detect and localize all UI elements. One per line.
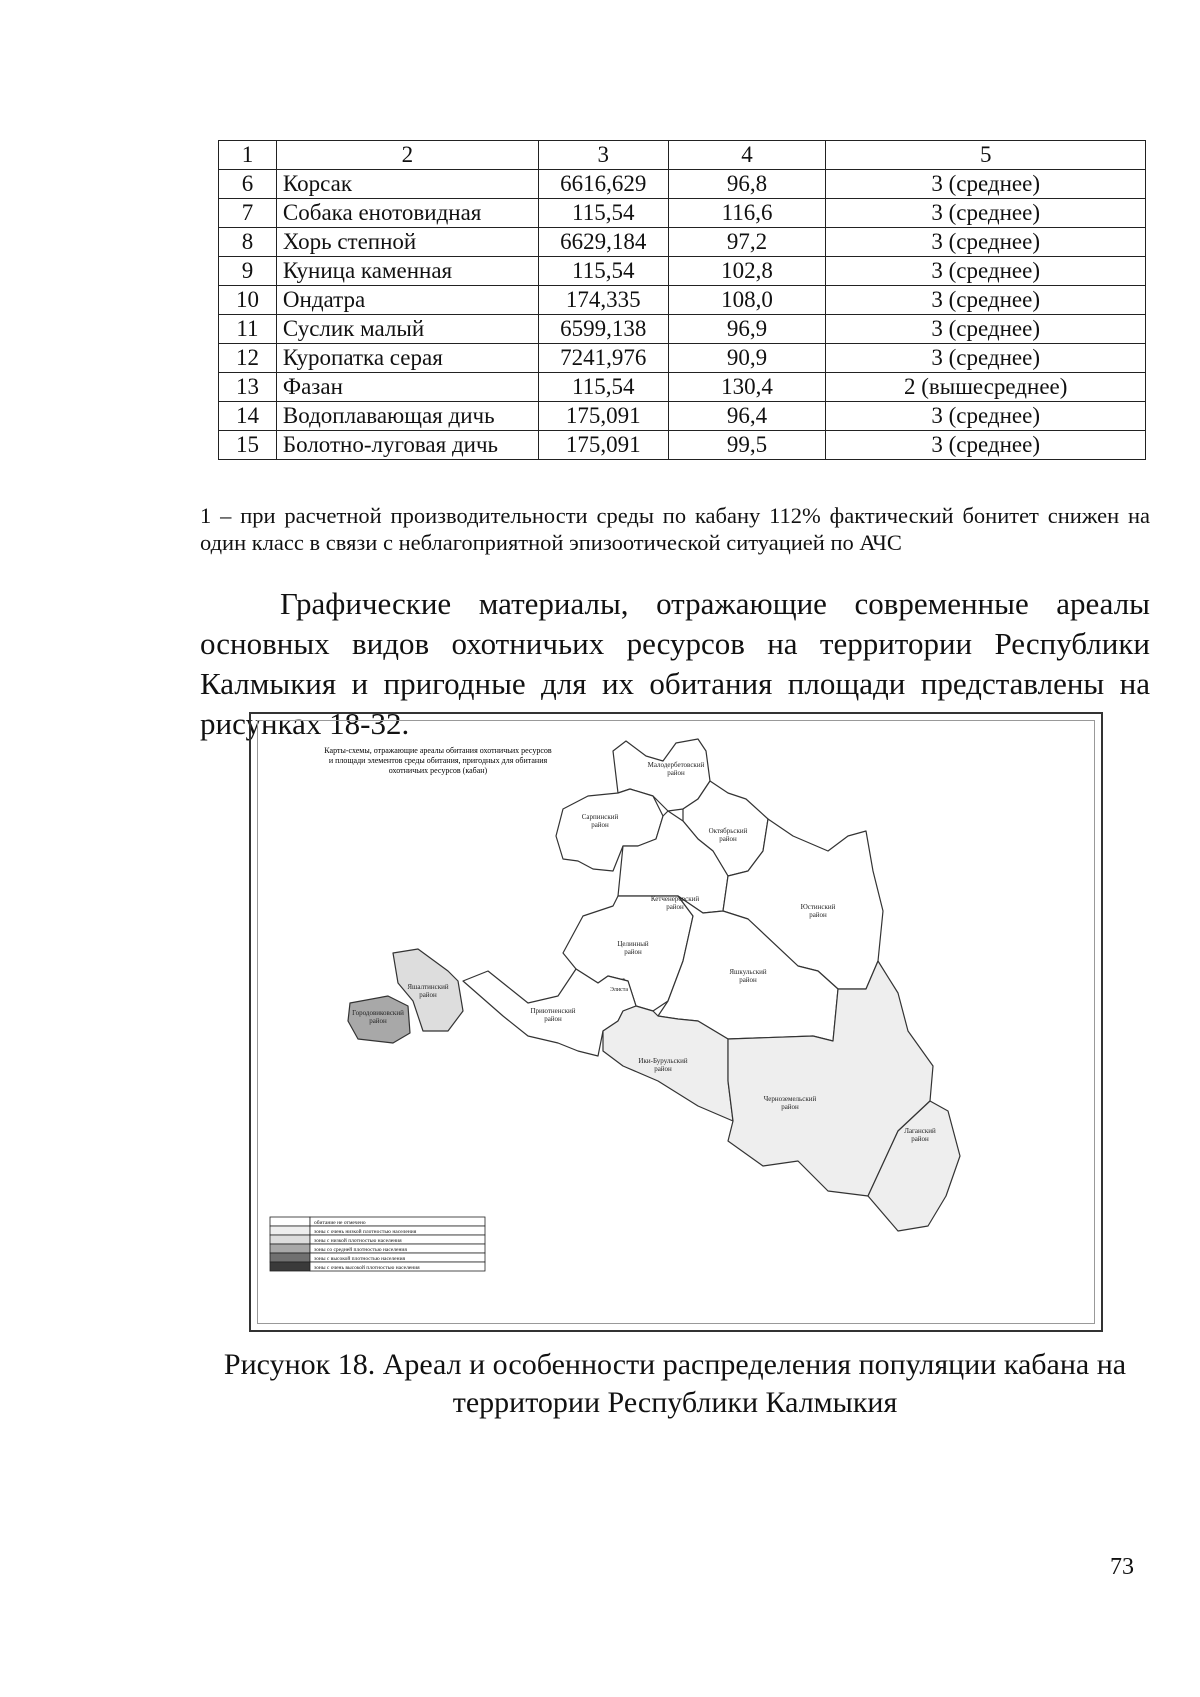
table-cell: 6629,184 [538,228,668,257]
label-priyutnensky: Приютненский [530,1007,576,1015]
legend-label: зоны с высокой плотностью населения [314,1256,406,1262]
table-header-row [219,141,1146,170]
legend-label: обитание не отмечено [314,1220,366,1226]
table-cell: Фазан [276,373,538,402]
table-cell: Водоплавающая дичь [276,402,538,431]
table-cell: 2 (вышесреднее) [826,373,1146,402]
table-row [219,199,1146,228]
page-number: 73 [1110,1554,1134,1580]
body-paragraph: Графические материалы, отражающие современные ареалы основных видов охотничьих ресурсов на территории Республики Калмыкия и пригодные для их обитания площади представлены на рисунках 18-32. [200,586,1150,741]
label-malodorbetovsky: район [667,769,685,777]
legend-label: зоны с очень низкой плотностью населения [314,1229,417,1235]
header-cell: 5 [826,141,1146,170]
table-cell: 115,54 [538,257,668,286]
caption-line: территории Республики Калмыкия [452,1386,898,1419]
legend-swatch-high [270,1253,310,1262]
species-table [218,140,1146,460]
label-chernozemelsky: район [781,1103,799,1111]
map-title-line: охотничьих ресурсов (кабан) [388,766,488,775]
table-cell: Хорь степной [276,228,538,257]
map-legend [270,1217,485,1271]
label-elista: Элиста [609,987,629,993]
table-cell: Куница каменная [276,257,538,286]
table-cell: 115,54 [538,199,668,228]
table-cell: 13 [219,373,277,402]
table-cell: 115,54 [538,373,668,402]
table-footnote: 1 – при расчетной производительности среды по кабану 112% фактический бонитет снижен на один класс в связи с неблагоприятной эпизоотической ситуацией по АЧС [200,503,1150,555]
table-cell: 6616,629 [538,170,668,199]
label-sarpinsky: район [591,821,609,829]
label-iki-burulsky: район [654,1065,672,1073]
legend-swatch-low [270,1235,310,1244]
label-oktyabrsky: район [719,835,737,843]
header-cell: 4 [668,141,826,170]
label-priyutnensky: район [544,1015,562,1023]
table-cell: 6 [219,170,277,199]
table-cell: 9 [219,257,277,286]
table-cell: 7 [219,199,277,228]
table-row [219,431,1146,460]
label-lagansky: Лаганский [904,1127,936,1135]
header-cell: 1 [219,141,277,170]
legend-label: зоны с очень высокой плотностью населения [314,1265,420,1271]
label-yashkulsky: район [739,976,757,984]
table-cell: 102,8 [668,257,826,286]
table-cell: 3 (среднее) [826,402,1146,431]
table-cell: 14 [219,402,277,431]
table-row [219,170,1146,199]
legend-swatch-very-low [270,1226,310,1235]
table-cell: 97,2 [668,228,826,257]
table-cell: 90,9 [668,344,826,373]
table-cell: 96,8 [668,170,826,199]
header-cell: 3 [538,141,668,170]
table-cell: 3 (среднее) [826,344,1146,373]
table-cell: 3 (среднее) [826,286,1146,315]
table-cell: Суслик малый [276,315,538,344]
species-table-container [218,140,1146,460]
header-cell: 2 [276,141,538,170]
legend-swatch-none [270,1217,310,1226]
legend-swatch-very-high [270,1262,310,1271]
legend-label: зоны со средней плотностью населения [314,1247,407,1253]
table-cell: 99,5 [668,431,826,460]
label-yustinsky: Юстинский [800,903,836,911]
table-cell: 3 (среднее) [826,228,1146,257]
map-figure-inner [257,720,1095,1324]
table-row [219,402,1146,431]
table-cell: Куропатка серая [276,344,538,373]
label-tselinny: район [624,948,642,956]
label-sarpinsky: Сарпинский [581,813,619,821]
label-ketchenerovsky: район [666,903,684,911]
table-cell: 116,6 [668,199,826,228]
table-row [219,315,1146,344]
legend-label: зоны с низкой плотностью населения [314,1238,402,1244]
table-cell: 15 [219,431,277,460]
label-gorodovikovsky: район [369,1017,387,1025]
label-ketchenerovsky: Кетченеровский [650,895,700,903]
legend-swatch-medium [270,1244,310,1253]
table-cell: 174,335 [538,286,668,315]
table-row [219,373,1146,402]
table-cell: 108,0 [668,286,826,315]
map-figure [249,712,1103,1332]
table-cell: Болотно-луговая дичь [276,431,538,460]
table-cell: 175,091 [538,431,668,460]
table-cell: Ондатра [276,286,538,315]
table-row [219,344,1146,373]
table-cell: 8 [219,228,277,257]
label-gorodovikovsky: Городовиковский [352,1009,404,1017]
label-yustinsky: район [809,911,827,919]
table-row [219,257,1146,286]
label-yashaltinsky: Яшалтинский [407,983,449,991]
table-cell: Корсак [276,170,538,199]
caption-line: Рисунок 18. Ареал и особенности распределения популяции кабана на [223,1348,1127,1381]
table-cell: Собака енотовидная [276,199,538,228]
table-row [219,286,1146,315]
table-cell: 3 (среднее) [826,199,1146,228]
figure-caption [200,1346,1150,1422]
map-title-line: Карты-схемы, отражающие ареалы обитания охотничьих ресурсов [324,746,552,755]
boar-range-map [258,721,1098,1327]
label-yashkulsky: Яшкульский [729,968,767,976]
table-row [219,228,1146,257]
table-cell: 12 [219,344,277,373]
label-iki-burulsky: Ики-Бурульский [638,1057,688,1065]
label-yashaltinsky: район [419,991,437,999]
table-cell: 3 (среднее) [826,431,1146,460]
map-title-line: и площади элементов среды обитания, пригодных для обитания [328,756,548,765]
table-cell: 96,4 [668,402,826,431]
species-table-body [219,141,1146,460]
label-malodorbetovsky: Малодербетовский [647,761,705,769]
label-chernozemelsky: Черноземельский [763,1095,817,1103]
table-cell: 175,091 [538,402,668,431]
table-cell: 6599,138 [538,315,668,344]
label-oktyabrsky: Октябрьский [708,827,748,835]
label-lagansky: район [911,1135,929,1143]
table-cell: 11 [219,315,277,344]
table-cell: 3 (среднее) [826,170,1146,199]
table-cell: 130,4 [668,373,826,402]
table-cell: 3 (среднее) [826,257,1146,286]
table-cell: 10 [219,286,277,315]
table-cell: 7241,976 [538,344,668,373]
label-tselinny: Целинный [617,940,649,948]
table-cell: 96,9 [668,315,826,344]
table-cell: 3 (среднее) [826,315,1146,344]
